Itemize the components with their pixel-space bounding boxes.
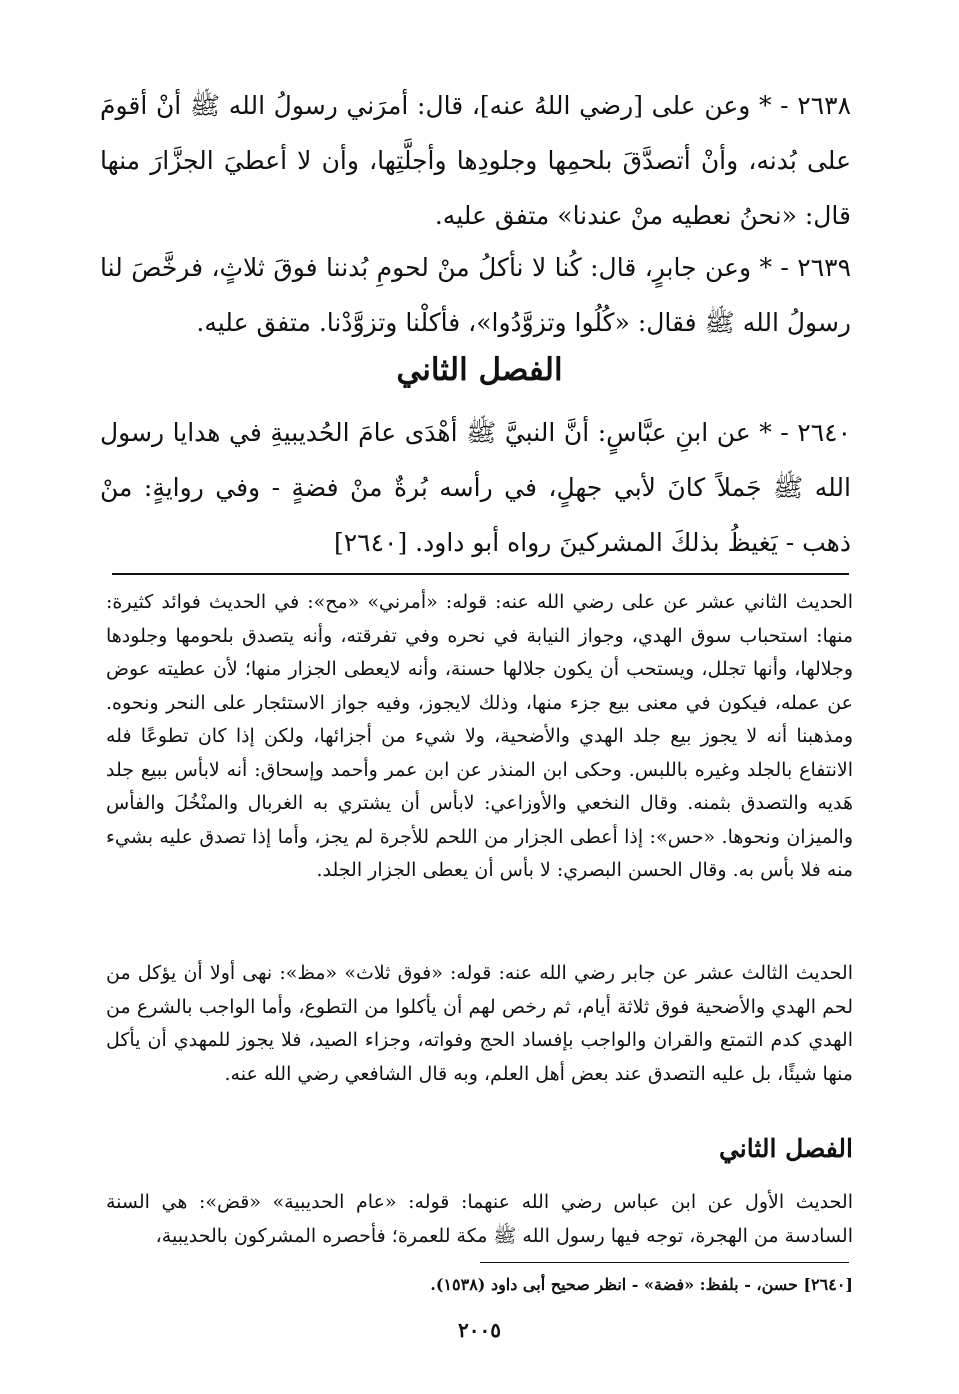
page-number: ٢٠٠٥ (458, 1318, 501, 1342)
commentary-hadith-1: الحديث الأول عن ابن عباس رضي الله عنهما: قوله: «عام الحديبية» «قض»: هي السنة السادسة من الهجرة، توجه فيها رسول الله ﷺ مكة للعمرة؛ فأحصره المشركون بالحديبية، (106, 1191, 853, 1247)
section-heading: الفصل الثاني (396, 352, 563, 388)
commentary-hadith-12: الحديث الثاني عشر عن على رضي الله عنه: قوله: «أمرني» «مح»: في الحديث فوائد كثيرة: منها: استحباب سوق الهدي، وجواز النيابة في نحره وفي تفرقته، وأنه يتصدق بلحومها وجلودها وجلالها، وأنها تجلل، ويستحب أن يكون جلالها حسنة، وأنه لايعطى الجزار منها؛ لأن عطيته عوض عن عمله، فيكون في معنى بيع جزء منها، وذلك لايجوز، وفيه جواز الاستئجار على النحر ونحوه. ومذهبنا أنه لا يجوز بيع جلد الهدي والأضحية، ولا شيء من أجزائها، ولكن إذا كان تطوعًا فله الانتفاع بالجلد وغيره باللبس. وحكى ابن المنذر عن ابن عمر وأحمد وإسحاق: أنه لابأس ببيع جلد هَديه والتصدق بثمنه. وقال النخعي والأوزاعي: لابأس أن يشتري به الغربال والمنْخُلَ والفأس والميزان ونحوها. «حس»: إذا أعطى الجزار من اللحم للأجرة لم يجز، وأما إذا تصدق عليه بشيء منه فلا بأس به. وقال الحسن البصري: لا بأس أن يعطى الجزار الجلد. (106, 591, 853, 881)
commentary-section-heading: الفصل الثاني (718, 1134, 853, 1163)
hadith-2640: ٢٦٤٠ - * عن ابنِ عبَّاسٍ: أنَّ النبيَّ ﷺ أهْدَى عامَ الحُديبيةِ في هدايا رسول الله ﷺ جَملاً كانَ لأبي جهلٍ، في رأسه بُرةٌ منْ فضةٍ - وفي روايةٍ: منْ ذهب - يَغيظُ بذلكَ المشركينَ رواه أبو داود. [٢٦٤٠] (100, 418, 851, 557)
hadith-2639: ٢٦٣٩ - * وعن جابرٍ، قال: كُنا لا نأكلُ منْ لحومِ بُدننا فوقَ ثلاثٍ، فرخَّصَ لنا رسولُ الله ﷺ فقال: «كُلُوا وتزوَّدُوا»، فأكلْنا وتزوَّدْنا. متفق عليه. (100, 253, 851, 337)
footnote: [٢٦٤٠] حسن، - بلفظ: «فضة» - انظر صحيح أبى داود (١٥٣٨). (430, 1275, 853, 1294)
hadith-2638: ٢٦٣٨ - * وعن على [رضي اللهُ عنه]، قال: أمرَني رسولُ الله ﷺ أنْ أقومَ على بُدنه، وأنْ أتصدَّقَ بلحمِها وجلودِها وأجلَّتِها، وأن لا أعطيَ الجزَّارَ منها قال: «نحنُ نعطيه منْ عندنا» متفق عليه. (100, 91, 851, 230)
commentary-hadith-13: الحديث الثالث عشر عن جابر رضي الله عنه: قوله: «فوق ثلاث» «مظ»: نهى أولا أن يؤكل من لحم الهدي والأضحية فوق ثلاثة أيام، ثم رخص لهم أن يأكلوا من التطوع، وأما الواجب بالشرع من الهدي كدم التمتع والقران والواجب بإفساد الحج وفواته، وجزاء الصيد، فلا يجوز للمهدي أن يأكل منها شيئًا، بل عليه التصدق عند بعض أهل العلم، وبه قال الشافعي رضي الله عنه. (106, 962, 853, 1085)
commentary-divider (112, 573, 849, 575)
footnote-divider (480, 1262, 849, 1263)
